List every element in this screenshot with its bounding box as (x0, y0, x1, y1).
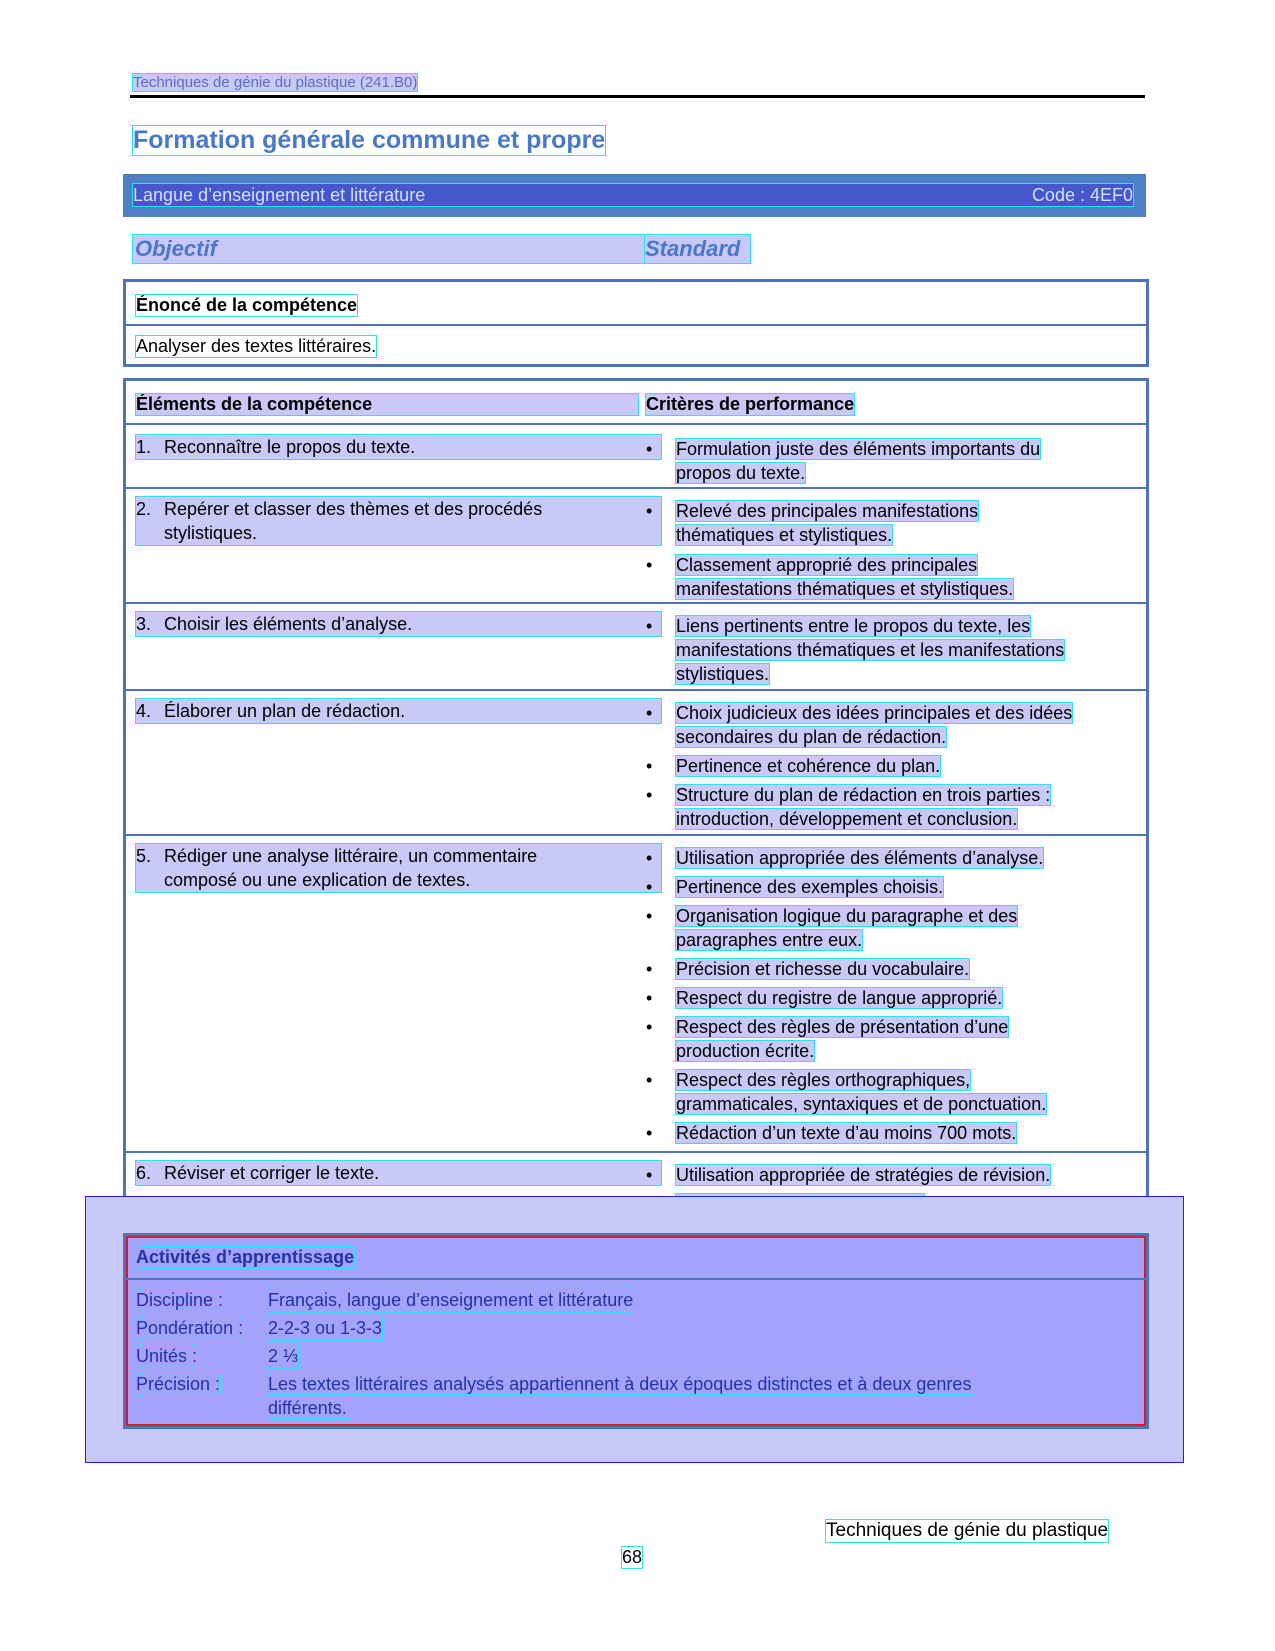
list-item: • Pertinence des exemples choisis. (646, 877, 944, 897)
unites-value: 2 ⅓ (268, 1346, 299, 1366)
section-title: Formation générale commune et propre (133, 126, 606, 154)
col-header-criteres: Critères de performance (646, 394, 855, 414)
header-rule (130, 95, 1145, 98)
competence-box (123, 279, 1149, 367)
competence-text: Analyser des textes littéraires. (136, 336, 377, 356)
list-item: • Formulation juste des éléments importants du propos du texte. (646, 439, 1041, 483)
footer-program: Techniques de génie du plastique (826, 1520, 1109, 1541)
table-row: 4. Élaborer un plan de rédaction. (136, 699, 661, 723)
list-item: • Respect des règles de présentation d’une production écrite. (646, 1017, 1009, 1061)
standard-label: Standard (645, 235, 750, 263)
list-item: • Utilisation appropriée des éléments d’analyse. (646, 848, 1044, 868)
list-item: • Respect des règles orthographiques, grammaticales, syntaxiques et de ponctuation. (646, 1070, 1047, 1114)
precision-value: Les textes littéraires analysés appartiennent à deux époques distinctes et à deux genres différents. (268, 1374, 972, 1418)
ponderation-label: Pondération : (136, 1318, 244, 1338)
col-header-elements: Éléments de la compétence (136, 394, 638, 415)
discipline-value: Français, langue d’enseignement et littérature (268, 1290, 634, 1310)
table-row: 2. Repérer et classer des thèmes et des procédés stylistiques. (136, 497, 661, 545)
list-item: • Structure du plan de rédaction en trois parties : introduction, développement et conclusion. (646, 785, 1051, 829)
page-number: 68 (622, 1547, 643, 1567)
list-item: • Classement approprié des principales manifestations thématiques et stylistiques. (646, 555, 1014, 599)
table-row: 3. Choisir les éléments d’analyse. (136, 612, 661, 636)
element-number: 1. (136, 437, 152, 457)
objectif-label: Objectif (133, 235, 645, 263)
list-item: • Organisation logique du paragraphe et des paragraphes entre eux. (646, 906, 1018, 950)
table-row: 5. Rédiger une analyse littéraire, un commentaire composé ou une explication de textes. (136, 844, 661, 892)
precision-label: Précision : (136, 1374, 221, 1394)
elements-table (123, 378, 1149, 1220)
list-item: • Choix judicieux des idées principales et des idées secondaires du plan de rédaction. (646, 703, 1073, 747)
competence-heading: Énoncé de la compétence (136, 295, 358, 315)
course-name: Langue d’enseignement et littérature (133, 185, 426, 205)
unites-label: Unités : (136, 1346, 198, 1366)
activities-box (123, 1233, 1149, 1429)
course-bar (123, 174, 1146, 217)
ponderation-value: 2-2-3 ou 1-3-3 (268, 1318, 383, 1338)
course-code: Code : 4EF0 (1031, 185, 1133, 205)
list-item: • Relevé des principales manifestations thématiques et stylistiques. (646, 501, 979, 545)
list-item: • Utilisation appropriée de stratégies de révision. (646, 1165, 1051, 1185)
running-header: Techniques de génie du plastique (241.B0) (133, 74, 418, 91)
discipline-label: Discipline : (136, 1290, 224, 1310)
table-row: 6. Réviser et corriger le texte. (136, 1161, 661, 1185)
list-item: • Respect du registre de langue approprié. (646, 988, 1003, 1008)
activities-heading: Activités d’apprentissage (136, 1247, 355, 1267)
list-item: • Pertinence et cohérence du plan. (646, 756, 941, 776)
list-item: • Liens pertinents entre le propos du texte, les manifestations thématiques et les manifestations stylistiques. (646, 616, 1065, 684)
table-row (136, 435, 661, 459)
list-item: • Précision et richesse du vocabulaire. (646, 959, 970, 979)
list-item: • Rédaction d’un texte d’au moins 700 mots. (646, 1123, 1017, 1143)
element-text: Reconnaître le propos du texte. (164, 437, 416, 457)
